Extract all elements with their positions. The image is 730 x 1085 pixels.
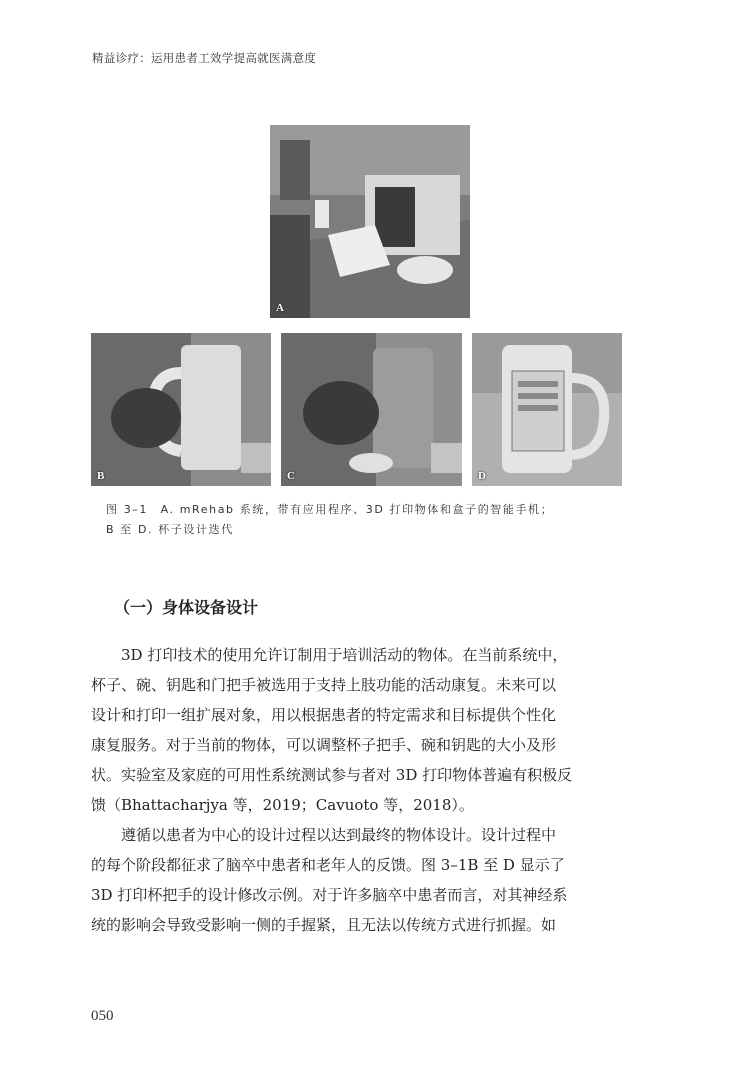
paragraph-2 bbox=[91, 820, 627, 940]
page-number: 050 bbox=[91, 1008, 114, 1024]
text-line: 统的影响会导致受影响一侧的手握紧，且无法以传统方式进行抓握。如 bbox=[91, 916, 557, 934]
photo-d-illustration bbox=[472, 333, 622, 486]
photo-c-illustration bbox=[281, 333, 462, 486]
caption-line-2: B 至 D. 杯子设计迭代 bbox=[106, 523, 234, 536]
text-line: 设计和打印一组扩展对象，用以根据患者的特定需求和目标提供个性化 bbox=[91, 706, 557, 724]
figure-photo-b bbox=[91, 333, 271, 486]
photo-d-label: D bbox=[478, 470, 486, 482]
photo-c-label: C bbox=[287, 470, 295, 482]
body-text bbox=[91, 640, 627, 940]
figure-photo-d bbox=[472, 333, 622, 486]
figure-photo-a bbox=[270, 125, 470, 318]
text-line: 遵循以患者为中心的设计过程以达到最终的物体设计。设计过程中 bbox=[121, 826, 557, 844]
text-line: 馈（Bhattacharjya 等，2019；Cavuoto 等，2018）。 bbox=[91, 796, 474, 814]
text-line: 状。实验室及家庭的可用性系统测试参与者对 3D 打印物体普遍有积极反 bbox=[91, 766, 573, 784]
photo-b-label: B bbox=[97, 470, 105, 482]
figure-photo-c bbox=[281, 333, 462, 486]
photo-a-illustration bbox=[270, 125, 470, 318]
figure-caption bbox=[106, 500, 626, 540]
photo-b-illustration bbox=[91, 333, 271, 486]
text-line: 康复服务。对于当前的物体，可以调整杯子把手、碗和钥匙的大小及形 bbox=[91, 736, 557, 754]
section-heading: （一）身体设备设计 bbox=[114, 598, 259, 617]
text-line: 3D 打印技术的使用允许订制用于培训活动的物体。在当前系统中， bbox=[121, 646, 568, 664]
running-head: 精益诊疗：运用患者工效学提高就医满意度 bbox=[92, 51, 317, 65]
text-line: 的每个阶段都征求了脑卒中患者和老年人的反馈。图 3–1B 至 D 显示了 bbox=[91, 856, 565, 874]
text-line: 3D 打印杯把手的设计修改示例。对于许多脑卒中患者而言，对其神经系 bbox=[91, 886, 568, 904]
caption-line-1: 图 3–1 A. mRehab 系统，带有应用程序、3D 打印物体和盒子的智能手机； bbox=[106, 503, 554, 516]
text-line: 杯子、碗、钥匙和门把手被选用于支持上肢功能的活动康复。未来可以 bbox=[91, 676, 557, 694]
photo-a-label: A bbox=[276, 302, 284, 314]
paragraph-1 bbox=[91, 640, 627, 820]
